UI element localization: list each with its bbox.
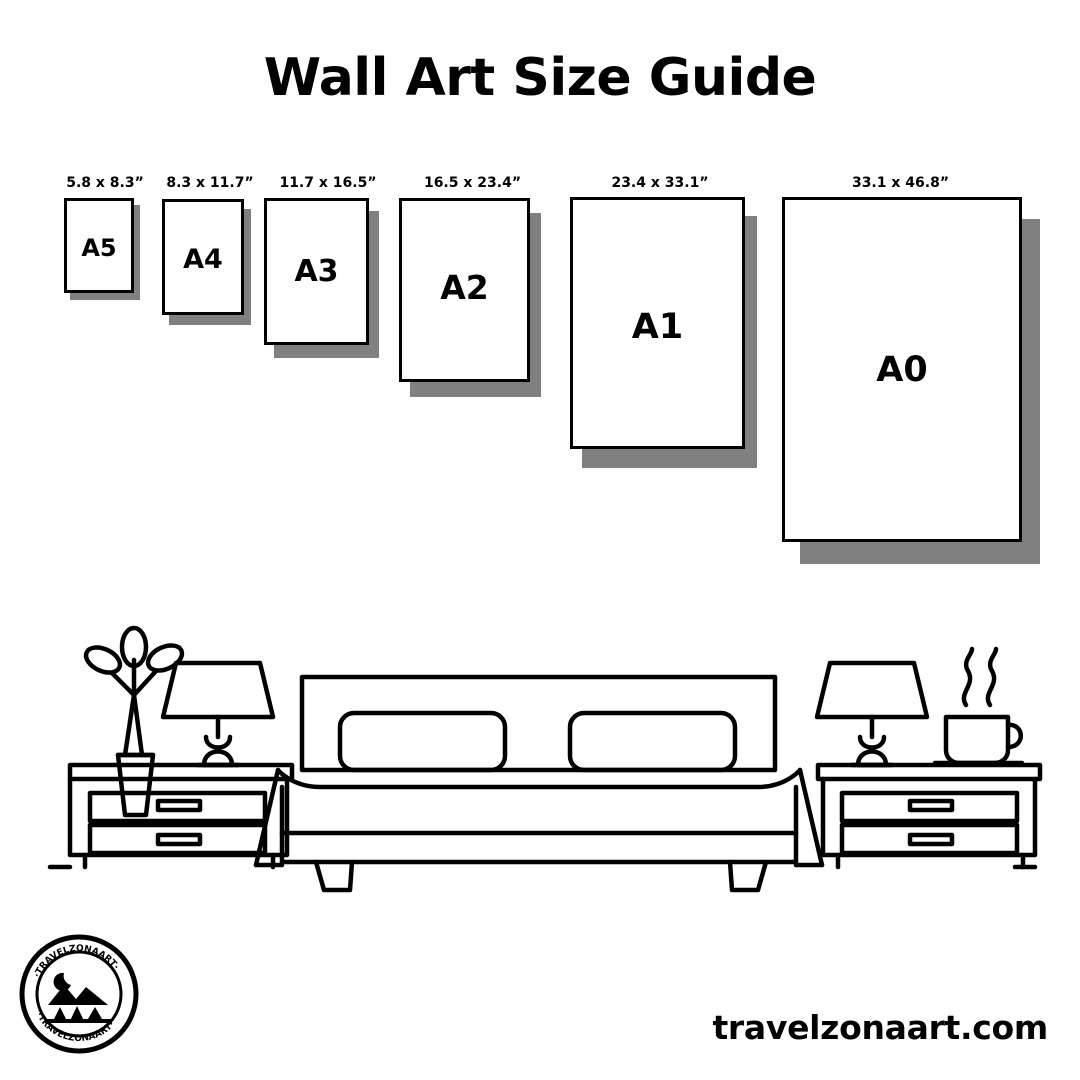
frame-item-a1[interactable]: [560, 175, 770, 505]
frame-label-a2: A2: [440, 268, 489, 307]
bedroom-illustration: [30, 565, 1050, 910]
coffee-cup-icon: [935, 649, 1022, 763]
logo-tree-icon: [70, 1006, 84, 1021]
logo-tree-icon: [54, 1007, 66, 1019]
frame-item-a5[interactable]: [60, 175, 150, 305]
frame-box-a4[interactable]: [162, 199, 244, 315]
frame-label-a5: A5: [81, 234, 117, 262]
logo-bottom-text: ·TRAVELZONAART·: [33, 1010, 117, 1045]
logo-outer-ring: [22, 937, 136, 1051]
nightstand-right: [818, 765, 1040, 867]
frame-box-a1[interactable]: [570, 197, 745, 449]
logo-top-text: ·TRAVELZONAART·: [32, 943, 121, 980]
frame-item-a3[interactable]: [258, 175, 393, 385]
frame-label-a0: A0: [876, 350, 928, 390]
frame-box-a2[interactable]: [399, 198, 530, 382]
frame-dimensions-a3: 11.7 x 16.5”: [279, 175, 377, 191]
bed: [256, 677, 822, 890]
table-lamp-left: [163, 663, 273, 765]
page-title: Wall Art Size Guide: [263, 48, 817, 108]
frame-label-a3: A3: [294, 254, 339, 289]
frame-item-a2[interactable]: [390, 175, 555, 430]
frame-box-a0[interactable]: [782, 197, 1022, 542]
frame-box-a5[interactable]: [64, 198, 134, 293]
website-url[interactable]: travelzonaart.com: [712, 1008, 1048, 1047]
frame-dimensions-a2: 16.5 x 23.4”: [423, 175, 522, 191]
frame-dimensions-a0: 33.1 x 46.8”: [851, 175, 950, 191]
frame-label-a1: A1: [631, 307, 684, 347]
table-lamp-right: [817, 663, 927, 765]
logo-tree-icon: [88, 1007, 102, 1019]
frame-dimensions-a5: 5.8 x 8.3”: [66, 175, 144, 191]
frame-item-a0[interactable]: [778, 175, 1040, 595]
frame-box-a3[interactable]: [264, 198, 369, 345]
frame-dimensions-a1: 23.4 x 33.1”: [611, 175, 709, 191]
frame-label-a4: A4: [183, 244, 223, 275]
frame-dimensions-a4: 8.3 x 11.7”: [166, 175, 254, 191]
brand-logo[interactable]: [18, 933, 140, 1055]
logo-ground-bar: [46, 1019, 112, 1023]
frame-item-a4[interactable]: [155, 175, 265, 330]
plant-vase-icon: [82, 628, 186, 815]
